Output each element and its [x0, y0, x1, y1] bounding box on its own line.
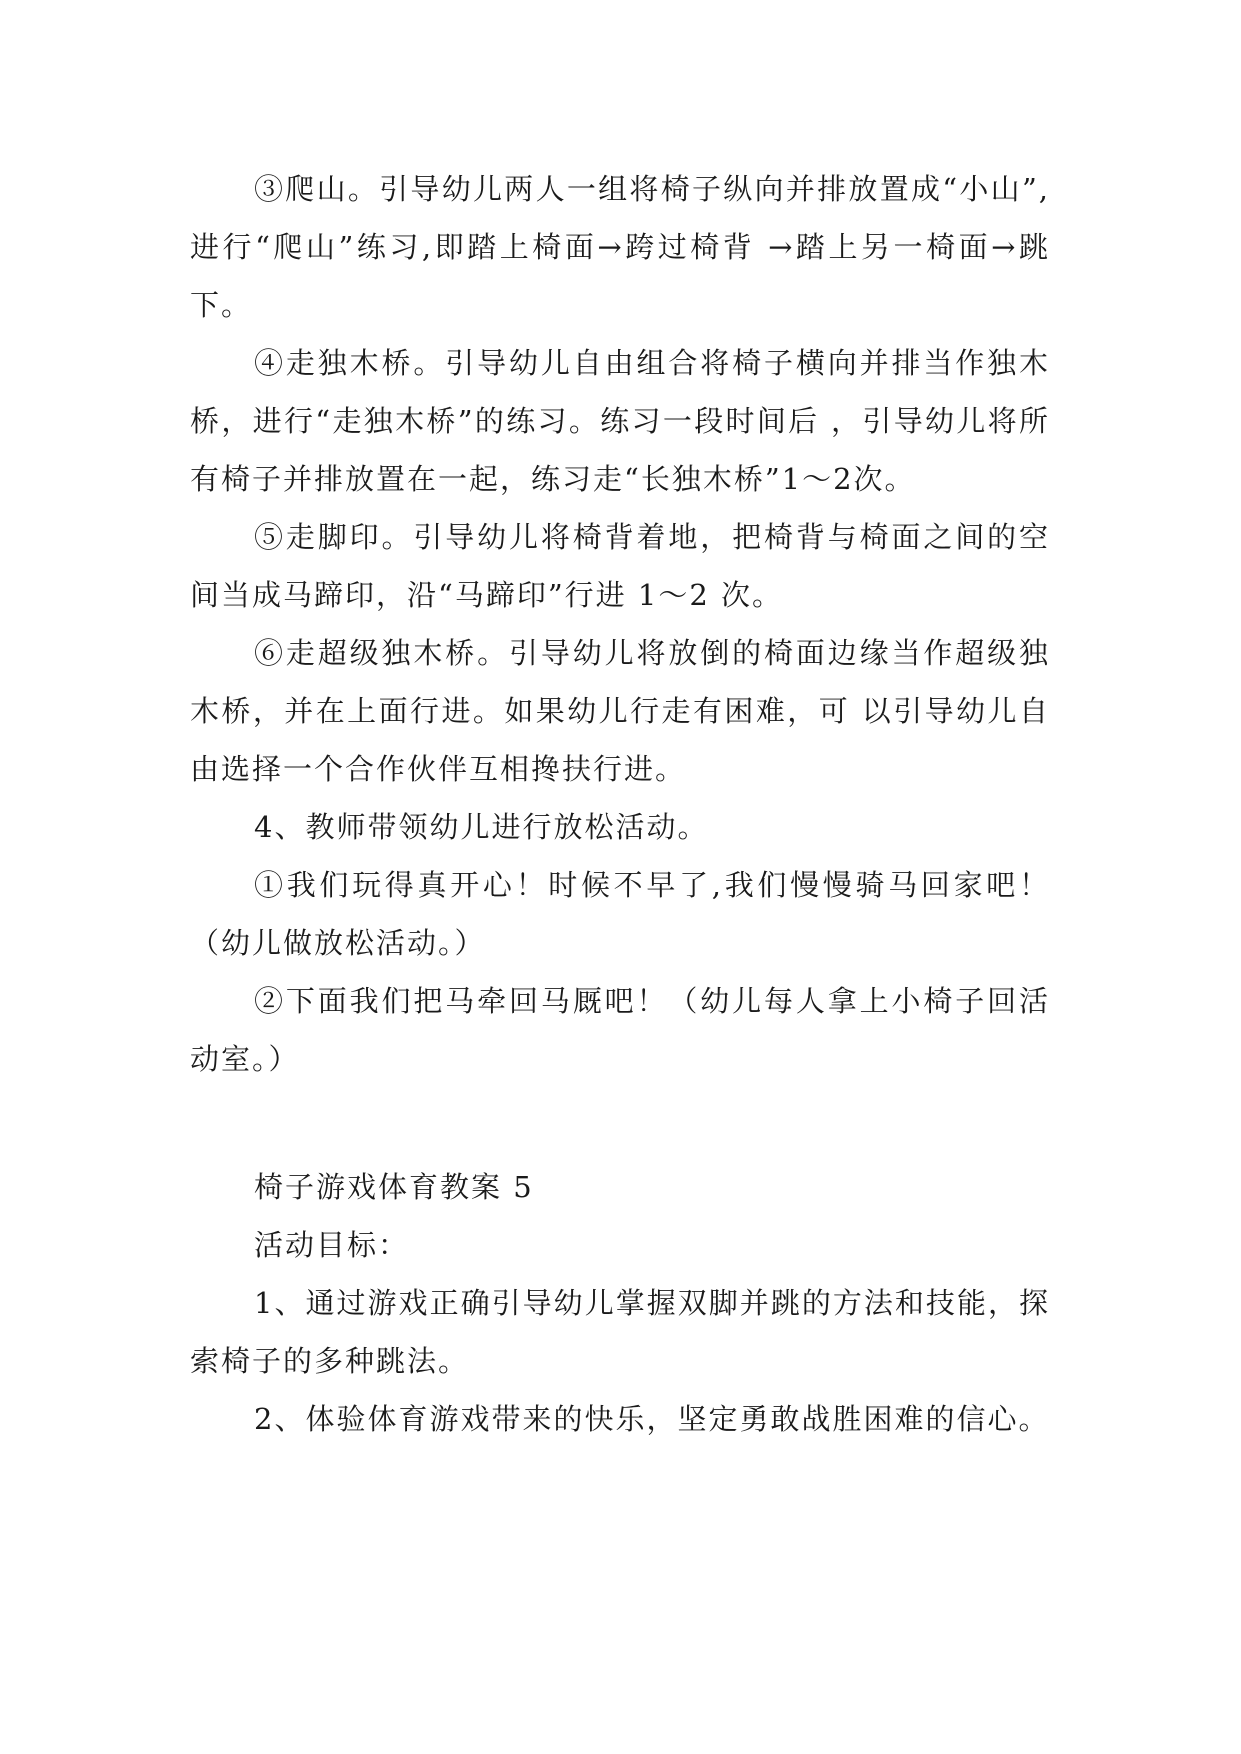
section-spacer [190, 1088, 1050, 1158]
paragraph-ride-home: ①我们玩得真开心！时候不早了,我们慢慢骑马回家吧！（幼儿做放松活动。） [190, 868, 1050, 960]
paragraph-footprints: ⑤走脚印。引导幼儿将椅背着地，把椅背与椅面之间的空间当成马蹄印，沿“马蹄印”行进 1～2 次。 [190, 520, 1050, 612]
paragraph-goal-2: 2、体验体育游戏带来的快乐，坚定勇敢战胜困难的信心。 [254, 1402, 1050, 1436]
section-subtitle: 活动目标： [254, 1228, 410, 1262]
paragraph-lead-horse-back: ②下面我们把马牵回马厩吧！（幼儿每人拿上小椅子回活动室。） [190, 984, 1050, 1076]
paragraph-relax-activity: 4、教师带领幼儿进行放松活动。 [254, 810, 709, 844]
paragraph-super-log-bridge: ⑥走超级独木桥。引导幼儿将放倒的椅面边缘当作超级独木桥，并在上面行进。如果幼儿行走有困难，可 以引导幼儿自由选择一个合作伙伴互相搀扶行进。 [190, 636, 1050, 786]
section-title: 椅子游戏体育教案 5 [254, 1170, 534, 1204]
paragraph-single-log-bridge: ④走独木桥。引导幼儿自由组合将椅子横向并排当作独木桥，进行“走独木桥”的练习。练习一段时间后 ，引导幼儿将所有椅子并排放置在一起，练习走“长独木桥”1～2次。 [190, 346, 1050, 496]
paragraph-goal-1: 1、通过游戏正确引导幼儿掌握双脚并跳的方法和技能，探索椅子的多种跳法。 [190, 1286, 1050, 1378]
paragraph-climb-mountain: ③爬山。引导幼儿两人一组将椅子纵向并排放置成“小山”,进行“爬山”练习,即踏上椅面→跨过椅背 →踏上另一椅面→跳下。 [190, 172, 1050, 322]
document-body [190, 160, 1050, 1448]
